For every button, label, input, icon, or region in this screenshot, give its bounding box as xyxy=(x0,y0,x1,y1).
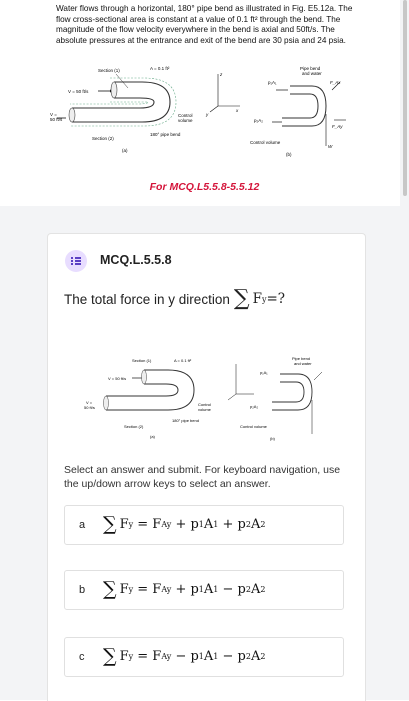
question-math-f: F xyxy=(252,291,262,307)
fig-label-a: (a) xyxy=(122,148,128,153)
problem-text: Water flows through a horizontal, 180° pipe bend as illustrated in Fig. E5.12a. The flow cross-sectional area is constant at a value of 0.1 ft² through the bend. The magnitude of the flow velocity everywhere in the bend is axial and 50ft/s. The absolute pressures at the entrance and exit of the bend are 30 psia and 24 psia. xyxy=(56,4,353,45)
formula-sub: 1 xyxy=(213,519,219,529)
sum-symbol: ∑ xyxy=(233,286,250,311)
option-letter: c xyxy=(79,651,85,663)
fig-w: W xyxy=(328,144,333,149)
fig-p1a1: p₁A₁ xyxy=(268,80,277,85)
formula-sub: 2 xyxy=(245,584,251,594)
formula-sub: 1 xyxy=(198,584,204,594)
fig-bend: 180° pipe bend xyxy=(150,132,181,137)
formula-sub: y xyxy=(128,651,134,661)
list-icon xyxy=(65,250,87,272)
option-formula xyxy=(103,647,265,665)
formula-term: = F xyxy=(133,648,162,664)
formula-sub: 2 xyxy=(260,651,266,661)
card-fig-pipe-water-1: Pipe bend xyxy=(292,356,311,361)
card-fig-control-2: volume xyxy=(198,407,211,412)
fig-section2: Section (2) xyxy=(92,136,114,141)
card-fig-label-a: (a) xyxy=(150,434,155,439)
option-letter: b xyxy=(79,584,86,596)
sum-symbol: ∑ xyxy=(103,645,117,667)
formula-sub: 1 xyxy=(213,584,219,594)
formula-term: + p xyxy=(171,516,199,532)
question-label: The total force in y direction xyxy=(64,291,230,307)
card-fig-control-1: Control xyxy=(198,402,211,407)
formula-term: − p xyxy=(218,581,246,597)
fig-label-b: (b) xyxy=(286,152,292,157)
question-math-tail: =? xyxy=(266,291,286,307)
fig-area: A = 0.1 ft² xyxy=(150,66,170,71)
card-fig-v-bottom-1: V = xyxy=(86,400,93,405)
formula-sub: Ay xyxy=(161,651,172,661)
fig-v-top: V = 50 ft/s xyxy=(68,89,89,94)
answer-option-a[interactable] xyxy=(64,505,344,545)
problem-statement xyxy=(0,0,400,206)
card-fig-section2: Section (2) xyxy=(124,424,144,429)
card-fig-area: A = 0.1 ft² xyxy=(174,358,192,363)
formula-term: F xyxy=(119,516,129,532)
fig-control-volume-2: volume xyxy=(178,118,193,123)
formula-sub: 2 xyxy=(245,651,251,661)
formula-term: A xyxy=(203,648,214,664)
fig-z: z xyxy=(220,72,223,77)
formula-sub: 1 xyxy=(198,651,204,661)
sum-symbol: ∑ xyxy=(103,578,117,600)
option-formula xyxy=(103,515,265,533)
fig-fay: F_Ay xyxy=(332,124,343,129)
formula-sub: Ay xyxy=(161,519,172,529)
formula-term: + p xyxy=(171,581,199,597)
formula-sub: 2 xyxy=(260,519,266,529)
formula-sub: y xyxy=(128,519,134,529)
fig-pipe-water-2: and water xyxy=(302,71,322,76)
scrollbar[interactable] xyxy=(403,0,407,196)
formula-term: F xyxy=(119,648,129,664)
formula-term: A xyxy=(203,581,214,597)
card-fig-bend: 180° pipe bend xyxy=(172,418,199,423)
fig-x: x xyxy=(236,108,239,113)
reference-label: For MCQ.L5.5.8-5.5.12 xyxy=(149,181,260,193)
card-fig-v-top: V = 50 ft/s xyxy=(108,376,127,381)
formula-term: = F xyxy=(133,581,162,597)
fig-control-volume-b: Control volume xyxy=(250,140,281,145)
card-fig-control-b: Control volume xyxy=(240,424,267,429)
card-fig-p2a2: p₂A₂ xyxy=(250,404,258,409)
card-fig-pipe-water-2: and water xyxy=(294,361,312,366)
fig-v-bottom-2: 50 ft/s xyxy=(50,117,63,122)
formula-term: F xyxy=(119,581,129,597)
option-letter: a xyxy=(79,519,86,531)
fig-p2a2: p₂A₂ xyxy=(254,118,263,123)
instructions: Select an answer and submit. For keyboard navigation, use the up/down arrow keys to select an answer. xyxy=(64,464,341,490)
formula-term: A xyxy=(250,516,261,532)
card-fig-p1a1: p₁A₁ xyxy=(260,370,268,375)
question-card xyxy=(47,233,366,701)
formula-term: + p xyxy=(218,516,246,532)
option-formula xyxy=(103,580,265,598)
question-title: MCQ.L.5.5.8 xyxy=(100,253,172,267)
card-fig-label-b: (b) xyxy=(270,436,275,441)
formula-term: − p xyxy=(218,648,246,664)
formula-term: A xyxy=(203,516,214,532)
pipe-bend-figure-top xyxy=(50,60,350,186)
sum-symbol: ∑ xyxy=(103,513,117,535)
formula-sub: 2 xyxy=(260,584,266,594)
card-fig-section1: Section (1) xyxy=(132,358,152,363)
formula-sub: y xyxy=(128,584,134,594)
formula-term: A xyxy=(250,581,261,597)
fig-pipe-water-1: Pipe bend xyxy=(300,66,321,71)
formula-term: = F xyxy=(133,516,162,532)
formula-term: A xyxy=(250,648,261,664)
formula-sub: 1 xyxy=(213,651,219,661)
fig-section1: Section (1) xyxy=(98,68,120,73)
question-math-sub: y xyxy=(261,294,267,304)
formula-sub: Ay xyxy=(161,584,172,594)
formula-sub: 1 xyxy=(198,519,204,529)
pipe-bend-figure-card xyxy=(64,350,324,458)
question-text xyxy=(64,286,286,311)
formula-term: − p xyxy=(171,648,199,664)
fig-v-bottom-1: V = xyxy=(50,112,57,117)
card-fig-v-bottom-2: 50 ft/s xyxy=(84,405,95,410)
formula-sub: 2 xyxy=(245,519,251,529)
fig-fax: F_Ax xyxy=(330,80,341,85)
answer-option-b[interactable] xyxy=(64,570,344,610)
question-formula xyxy=(233,286,286,311)
fig-y: y xyxy=(206,112,209,117)
answer-option-c[interactable] xyxy=(64,637,344,677)
fig-control-volume-1: Control xyxy=(178,113,193,118)
